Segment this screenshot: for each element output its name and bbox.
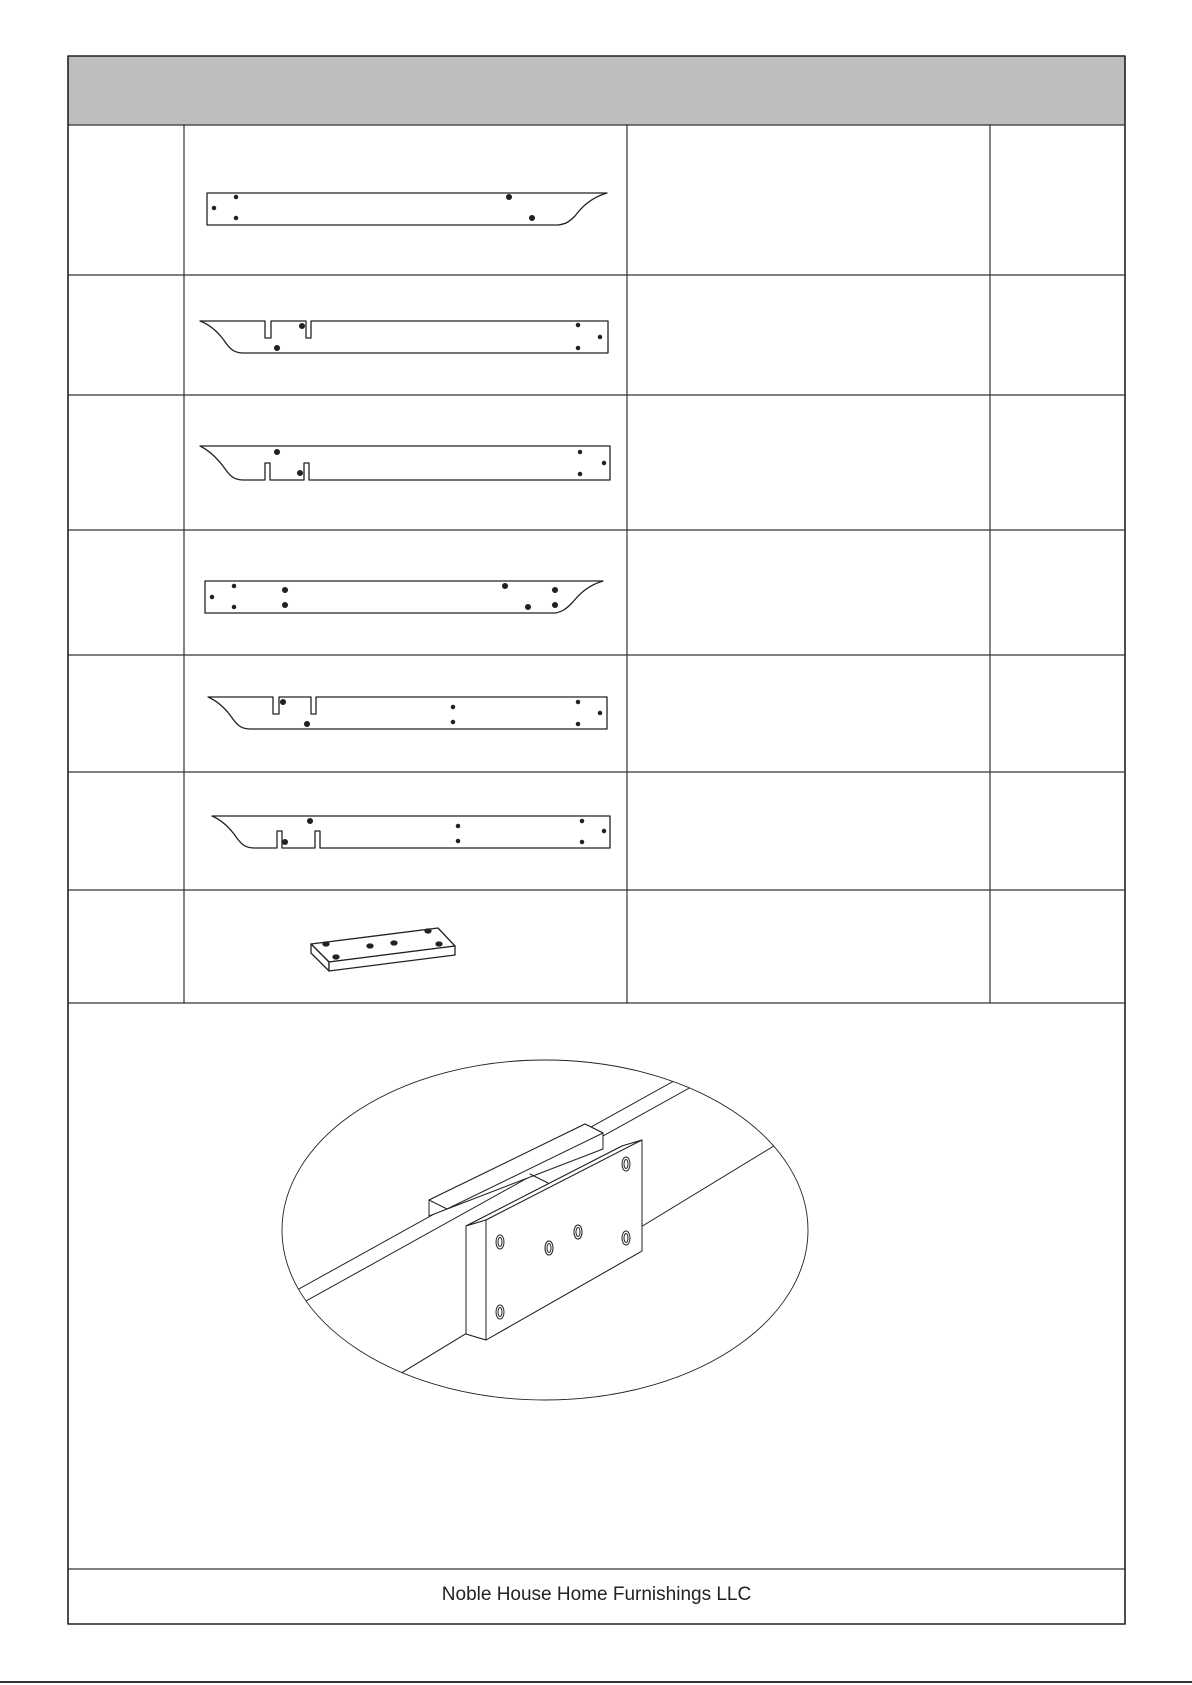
part-drawing-rail-b	[200, 321, 608, 353]
page-frame	[68, 56, 1125, 1624]
header-bar	[68, 56, 1125, 125]
part-drawing-side-rail-a	[207, 193, 607, 225]
part-drawing-rail-e	[208, 697, 607, 729]
part-drawing-rail-f	[212, 816, 610, 848]
footer-company-name: Noble House Home Furnishings LLC	[441, 1584, 752, 1605]
parts-table-grid	[68, 125, 1125, 1569]
part-drawing-connector-block	[311, 928, 455, 971]
joint-detail-view	[270, 1060, 808, 1400]
part-drawing-rail-c	[200, 446, 610, 480]
page-bottom-edge	[0, 1681, 1192, 1683]
part-drawing-side-rail-d	[205, 581, 603, 613]
